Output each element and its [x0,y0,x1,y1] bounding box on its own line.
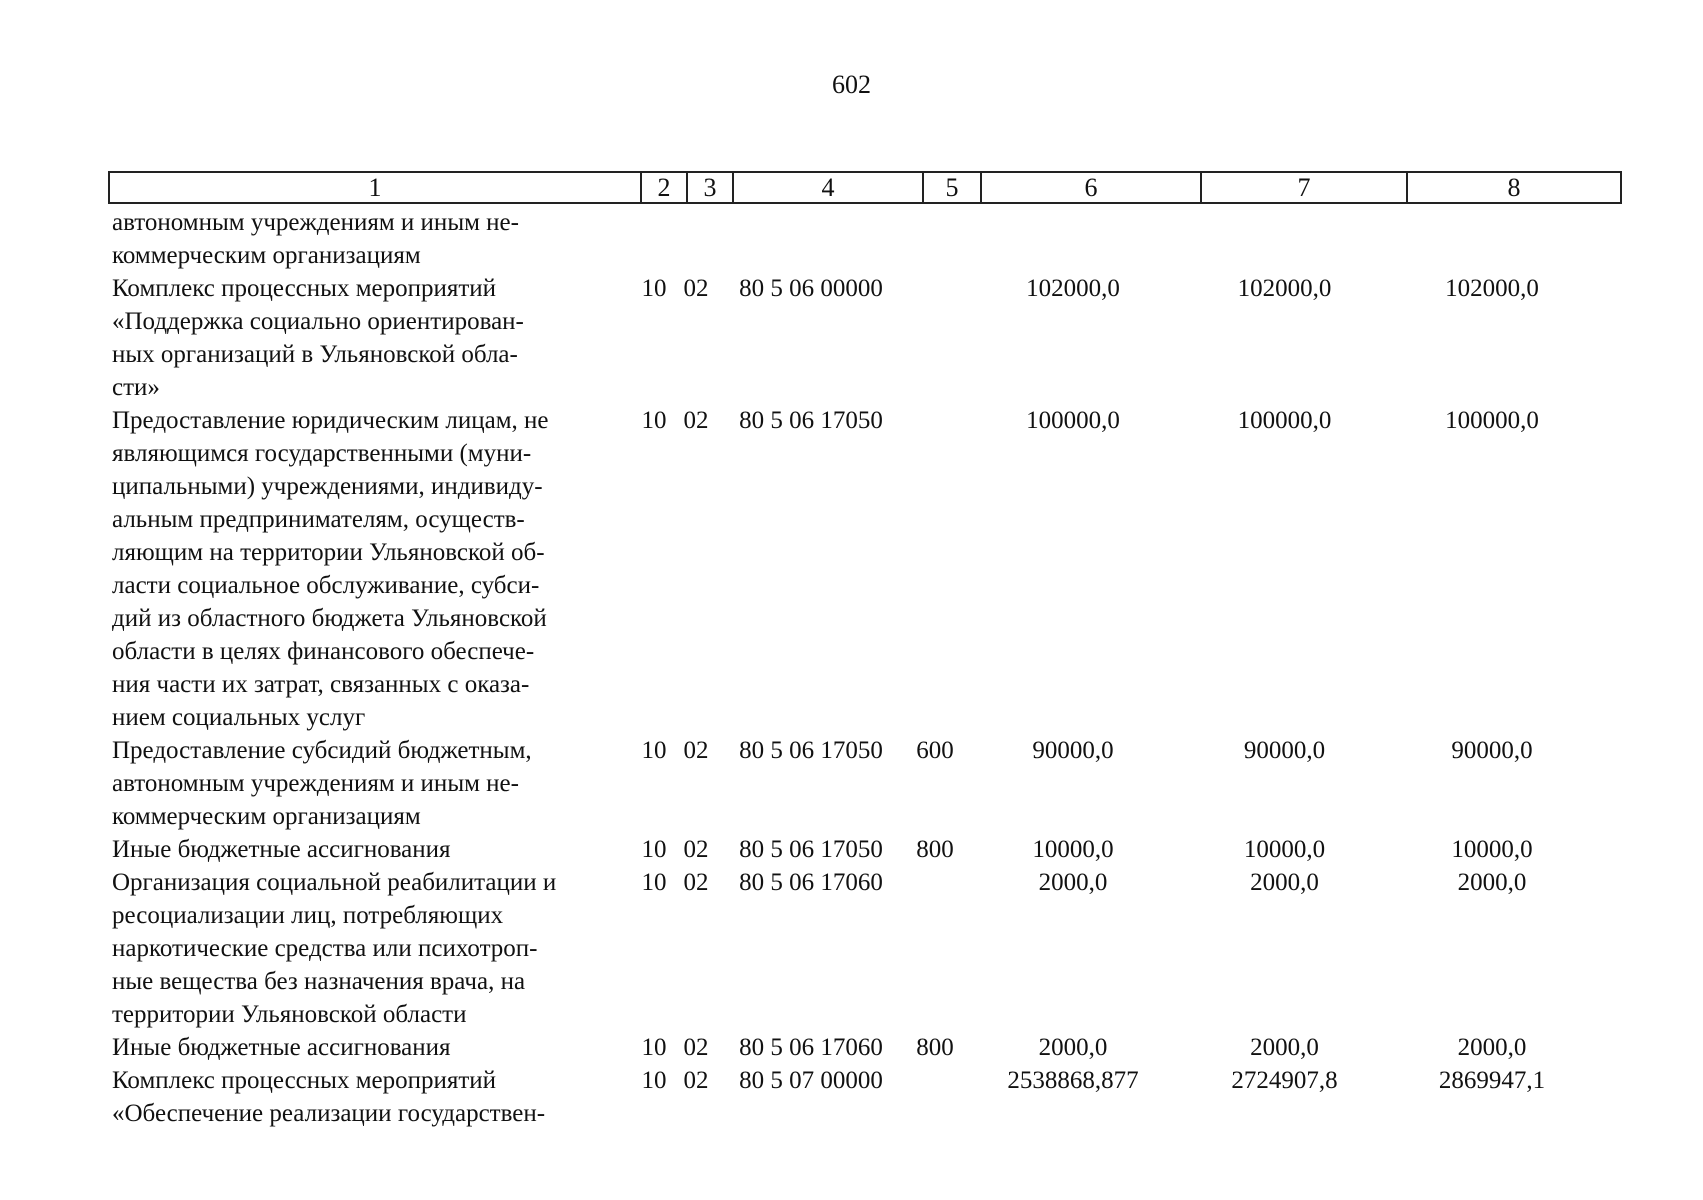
row-target-code: 80 5 06 17050 [739,407,883,434]
table-row [112,833,1632,866]
row-subsection: 02 [683,869,709,896]
row-target-code: 80 5 07 00000 [739,1067,883,1094]
row-section: 10 [641,737,667,764]
row-amount-col7: 2724907,8 [1231,1067,1338,1094]
row-amount-col7: 10000,0 [1243,836,1326,863]
row-amount-col8: 102000,0 [1445,275,1539,302]
row-description: Предоставление субсидий бюджетным, автономным учреждениям и иным не- коммерческим организациям [112,737,532,830]
row-target-code: 80 5 06 00000 [739,275,883,302]
row-amount-col7: 2000,0 [1250,869,1319,896]
header-col-7: 7 [1201,172,1407,203]
row-section: 10 [641,836,667,863]
row-section: 10 [641,1067,667,1094]
row-target-code: 80 5 06 17050 [739,836,883,863]
row-amount-col8: 2000,0 [1457,869,1527,896]
row-description: Иные бюджетные ассигнования [112,836,451,863]
row-amount-col7: 90000,0 [1243,737,1326,764]
row-target-code: 80 5 06 17050 [739,737,883,764]
page-number: 602 [832,70,871,99]
budget-table-body [112,206,1632,1130]
header-col-3: 3 [687,172,733,203]
row-amount-col6: 90000,0 [1032,737,1114,764]
table-row [112,272,1632,404]
row-subsection: 02 [683,737,709,764]
row-expense-type: 600 [916,737,954,764]
row-amount-col7: 100000,0 [1237,407,1332,434]
row-amount-col6: 2538868,877 [1007,1067,1139,1094]
row-amount-col8: 10000,0 [1451,836,1533,863]
row-section: 10 [641,1034,667,1061]
header-col-5: 5 [923,172,981,203]
column-header-table [108,171,1622,204]
table-row [112,206,1632,272]
row-section: 10 [641,869,667,896]
row-amount-col8: 90000,0 [1451,737,1533,764]
header-col-4: 4 [733,172,923,203]
header-col-8: 8 [1407,172,1621,203]
row-amount-col8: 2869947,1 [1438,1067,1546,1094]
row-amount-col6: 2000,0 [1038,1034,1108,1061]
row-target-code: 80 5 06 17060 [739,869,883,896]
row-description: Организация социальной реабилитации и ресоциализации лиц, потребляющих наркотические средства или психотроп- ные вещества без назначения врача, на территории Ульяновской области [112,869,557,1028]
row-description: Комплекс процессных мероприятий «Поддержка социально ориентирован- ных организаций в Ульяновской обла- сти» [112,275,524,401]
row-subsection: 02 [683,836,709,863]
table-row [112,1031,1632,1064]
row-amount-col6: 100000,0 [1026,407,1120,434]
row-description: Иные бюджетные ассигнования [112,1034,451,1061]
header-col-2: 2 [641,172,687,203]
header-col-6: 6 [981,172,1201,203]
row-section: 10 [641,275,667,302]
row-amount-col8: 2000,0 [1457,1034,1527,1061]
table-row [112,404,1632,734]
row-description: Комплекс процессных мероприятий «Обеспечение реализации государствен- [112,1067,546,1127]
row-description: автономным учреждениям и иным не- коммерческим организациям [112,209,519,269]
table-row [112,1064,1632,1130]
row-section: 10 [641,407,667,434]
row-subsection: 02 [683,1067,709,1094]
row-amount-col6: 102000,0 [1026,275,1120,302]
row-target-code: 80 5 06 17060 [739,1034,883,1061]
row-subsection: 02 [683,407,709,434]
row-amount-col6: 10000,0 [1032,836,1114,863]
row-amount-col8: 100000,0 [1445,407,1539,434]
row-subsection: 02 [683,1034,709,1061]
table-row [112,866,1632,1031]
row-amount-col7: 2000,0 [1250,1034,1319,1061]
row-expense-type: 800 [916,1034,954,1061]
row-amount-col6: 2000,0 [1038,869,1108,896]
row-subsection: 02 [683,275,709,302]
table-row [112,734,1632,833]
row-amount-col7: 102000,0 [1237,275,1332,302]
row-expense-type: 800 [916,836,954,863]
row-description: Предоставление юридическим лицам, не являющимся государственными (муни- ципальными) учреждениями, индивиду- альным предпринимателям, осуществ- ляющим на территории Ульяновской об- ласти социальное обслуживание, субси- дий из областного бюджета Ульяновской области в целях финансового обеспече- ния части их затрат, связанных с оказа- нием социальных услуг [112,407,549,731]
header-col-1: 1 [109,172,641,203]
